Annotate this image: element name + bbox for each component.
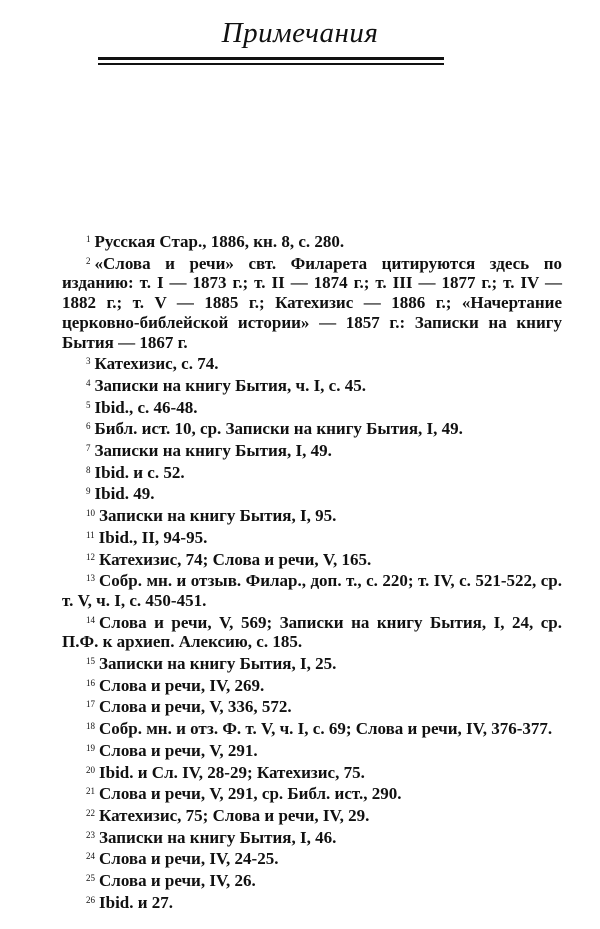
footnote-text: Ibid. и 27. (99, 892, 174, 912)
footnote (62, 739, 562, 761)
footnote-number: 18 (86, 721, 95, 732)
footnote-number: 22 (86, 807, 95, 818)
footnote-number: 25 (86, 873, 95, 884)
footnote-number: 5 (86, 399, 91, 410)
footnote-text: Ibid., с. 46-48. (94, 397, 198, 417)
title-rule-bottom (98, 63, 444, 65)
footnote-number: 13 (86, 573, 95, 584)
footnote-text: Ibid. 49. (94, 484, 155, 504)
footnote-number: 7 (86, 443, 91, 454)
footnote-text: Записки на книгу Бытия, I, 49. (94, 441, 332, 461)
footnote-number: 26 (86, 894, 95, 905)
footnote-text: Катехизис, с. 74. (94, 354, 219, 374)
footnote-text: Слова и речи, IV, 24-25. (99, 849, 279, 869)
footnote-number: 20 (86, 764, 95, 775)
footnote-number: 6 (86, 421, 91, 432)
footnote-number: 21 (86, 786, 95, 797)
footnote-number: 17 (86, 699, 95, 710)
page-title: Примечания (221, 17, 379, 49)
footnote (62, 652, 562, 674)
footnote-text: Собр. мн. и отзыв. Филар., доп. т., с. 220; т. IV, с. 521-522, ср. т. V, ч. I, с. 450-451. (62, 571, 562, 610)
footnote-number: 23 (86, 829, 95, 840)
footnote-number: 1 (86, 234, 91, 244)
footnote-text: Записки на книгу Бытия, I, 95. (99, 506, 337, 526)
footnote (62, 826, 562, 848)
footnote-number: 2 (86, 255, 91, 266)
footnote (62, 611, 562, 652)
footnote-text: Слова и речи, V, 569; Записки на книгу Бытия, I, 24, ср. П.Ф. к архиеп. Алексию, с. 185. (62, 612, 562, 652)
footnote-number: 15 (86, 656, 95, 667)
footnote-number: 10 (86, 508, 95, 519)
footnote (62, 548, 562, 570)
footnote-number: 4 (86, 377, 91, 388)
footnote-text: Библ. ист. 10, ср. Записки на книгу Бытия, I, 49. (94, 419, 463, 439)
footnote-text: Катехизис, 75; Слова и речи, IV, 29. (99, 805, 370, 825)
footnote (62, 252, 562, 353)
footnote-text: Слова и речи, IV, 269. (99, 675, 265, 695)
footnote (62, 891, 562, 913)
footnote-text: Слова и речи, V, 336, 572. (99, 697, 292, 717)
footnote (62, 396, 562, 418)
footnote-text: Катехизис, 74; Слова и речи, V, 165. (99, 549, 372, 569)
footnote-text: «Слова и речи» свт. Филарета цитируются здесь по изданию: т. I — 1873 г.; т. II — 1874 г.; т. III — 1877 г.; т. IV — 1882 г.; т. V — 1885 г.; Катехизис — 1886 г.; «Начертание церковно-библейской истории» — 1857 г.: Записки на книгу Бытия — 1867 г. (62, 253, 562, 352)
footnote (62, 439, 562, 461)
footnote (62, 461, 562, 483)
footnote (62, 526, 562, 548)
title-rule-top (98, 57, 444, 60)
footnote (62, 847, 562, 869)
notes-list (62, 230, 562, 913)
footnote-text: Записки на книгу Бытия, I, 25. (99, 654, 337, 674)
footnote (62, 761, 562, 783)
footnote-text: Слова и речи, V, 291. (99, 740, 258, 760)
footnote-text: Собр. мн. и отз. Ф. т. V, ч. I, с. 69; Слова и речи, IV, 376-377. (99, 719, 553, 739)
footnote-text: Русская Стар., 1886, кн. 8, с. 280. (94, 232, 345, 251)
footnote-text: Записки на книгу Бытия, I, 46. (99, 827, 337, 847)
footnote (62, 230, 562, 252)
footnote (62, 782, 562, 804)
footnote-number: 24 (86, 851, 95, 862)
footnote-number: 16 (86, 677, 95, 688)
footnote-number: 11 (86, 529, 95, 540)
footnote (62, 869, 562, 891)
footnote-text: Слова и речи, V, 291, ср. Библ. ист., 290. (99, 784, 402, 804)
footnote (62, 569, 562, 610)
footnote-number: 9 (86, 486, 91, 497)
footnote-text: Ibid., II, 94-95. (98, 527, 208, 547)
footnote-number: 14 (86, 614, 95, 625)
footnote (62, 717, 562, 739)
footnote (62, 674, 562, 696)
footnote-text: Ibid. и Сл. IV, 28-29; Катехизис, 75. (99, 762, 365, 782)
footnote-text: Ibid. и с. 52. (94, 462, 185, 482)
footnote (62, 504, 562, 526)
footnote (62, 374, 562, 396)
footnote (62, 417, 562, 439)
footnote-number: 3 (86, 356, 91, 367)
footnote (62, 352, 562, 374)
footnote-text: Записки на книгу Бытия, ч. I, с. 45. (94, 375, 366, 395)
footnote-number: 12 (86, 551, 95, 562)
footnote (62, 482, 562, 504)
footnote-number: 8 (86, 464, 91, 475)
footnote (62, 695, 562, 717)
footnote-number: 19 (86, 742, 95, 753)
footnote-text: Слова и речи, IV, 26. (99, 871, 256, 891)
footnote (62, 804, 562, 826)
